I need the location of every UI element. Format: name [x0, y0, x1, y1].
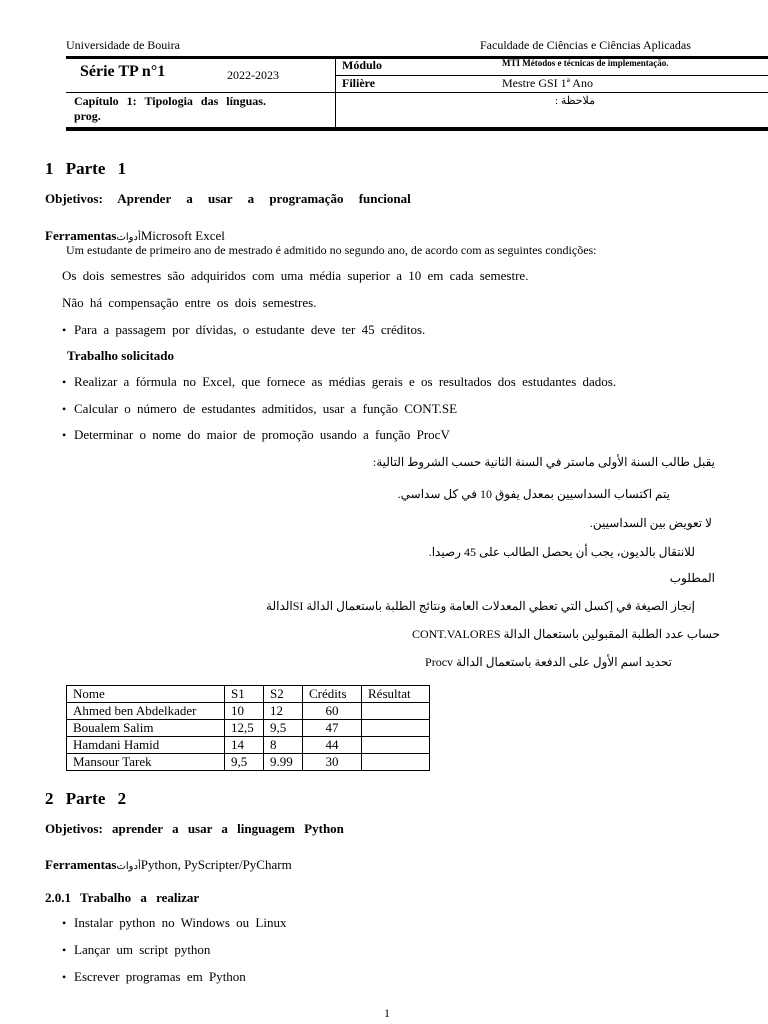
col-header-nome: Nome	[67, 686, 225, 703]
cell-name: Boualem Salim	[67, 720, 225, 737]
ar-condition-3: للانتقال بالديون، يجب أن يحصل الطالب على 45 رصيدا.	[428, 545, 695, 559]
header-bottom-rule	[66, 127, 768, 131]
modulo-value: MTI Métodos e técnicas de implementação.	[502, 58, 669, 68]
task-3-item	[62, 427, 450, 443]
table-row	[67, 754, 430, 771]
bullet-icon	[62, 915, 74, 930]
condition-3: Para a passagem por dívidas, o estudante deve ter 45 créditos.	[74, 322, 426, 337]
cell-s1: 14	[225, 737, 264, 754]
modulo-label: Módulo	[342, 58, 383, 72]
task-2: Calcular o número de estudantes admitidos, usar a função CONT.SE	[74, 401, 458, 416]
bullet-icon	[62, 322, 74, 337]
cell-resultat[interactable]	[362, 703, 430, 720]
part1-ferramentas	[45, 228, 225, 244]
part1-heading: 1 Parte 1	[45, 159, 127, 178]
serie-title: Série TP n°1	[80, 63, 166, 80]
university-name: Universidade de Bouira	[66, 38, 180, 52]
ar-intro: يقبل طالب السنة الأولى ماستر في السنة الثانية حسب الشروط التالية:	[372, 455, 715, 469]
task-1: Realizar a fórmula no Excel, que fornece as médias gerais e os resultados dos estudantes dados.	[74, 374, 617, 389]
bullet-icon	[62, 374, 74, 389]
task-3: Determinar o nome do maior de promoção usando a função ProcV	[74, 427, 450, 442]
condition-1: Os dois semestres são adquiridos com uma média superior a 10 em cada semestre.	[62, 268, 529, 283]
part2-item-1	[62, 915, 286, 931]
cell-s2: 9.99	[264, 754, 303, 771]
cell-credits: 60	[303, 703, 362, 720]
cell-s1: 10	[225, 703, 264, 720]
academic-year: 2022-2023	[227, 68, 279, 82]
cell-credits: 44	[303, 737, 362, 754]
ferramentas-value: Microsoft Excel	[140, 228, 225, 243]
part2-heading: 2 Parte 2	[45, 789, 127, 808]
part2-ferramentas	[45, 857, 292, 873]
col-header-resultat: Résultat	[362, 686, 430, 703]
cell-name: Ahmed ben Abdelkader	[67, 703, 225, 720]
ar-task-3: تحديد اسم الأول على الدفعة باستعمال الدالة Procv	[425, 655, 672, 669]
capitulo-line2: prog.	[74, 109, 101, 123]
filiere-value: Mestre GSI 1ª Ano	[502, 76, 593, 90]
students-table	[66, 685, 430, 771]
ar-task-1: إنجاز الصيغة في إكسل التي تعطي المعدلات العامة ونتائج الطلبة باستعمال الدالة SIالدالة	[266, 599, 695, 613]
table-header-row	[67, 686, 430, 703]
ferramentas-ar: أدوات	[116, 232, 141, 243]
bullet-icon	[62, 427, 74, 442]
cell-s2: 12	[264, 703, 303, 720]
bullet-icon	[62, 969, 74, 984]
cell-resultat[interactable]	[362, 720, 430, 737]
trabalho-heading: Trabalho solicitado	[67, 348, 175, 363]
cell-s1: 9,5	[225, 754, 264, 771]
ar-task-2: حساب عدد الطلبة المقبولين باستعمال الدالة CONT.VALORES	[411, 627, 720, 641]
note-label: ملاحظة :	[555, 95, 595, 107]
header-mid-rule	[66, 92, 768, 93]
table-row	[67, 703, 430, 720]
ferramentas-value: Python, PyScripter/PyCharm	[140, 857, 292, 872]
capitulo-line1: Capítulo 1: Tipologia das línguas.	[74, 94, 266, 108]
ferramentas-label: Ferramentas	[45, 228, 117, 243]
cell-s1: 12,5	[225, 720, 264, 737]
cell-name: Hamdani Hamid	[67, 737, 225, 754]
task-2-item	[62, 401, 457, 417]
part1-objetivos: Objetivos: Aprender a usar a programação funcional	[45, 191, 411, 206]
table-row	[67, 720, 430, 737]
cell-resultat[interactable]	[362, 737, 430, 754]
header-vertical-rule	[335, 58, 336, 128]
part2-subsection: 2.0.1 Trabalho a realizar	[45, 890, 200, 905]
col-header-s1: S1	[225, 686, 264, 703]
col-header-s2: S2	[264, 686, 303, 703]
part1-intro: Um estudante de primeiro ano de mestrado é admitido no segundo ano, de acordo com as seguintes condições:	[66, 243, 597, 257]
col-header-credits: Crédits	[303, 686, 362, 703]
ferramentas-label: Ferramentas	[45, 857, 117, 872]
item-3: Escrever programas em Python	[74, 969, 246, 984]
filiere-label: Filière	[342, 76, 376, 90]
ferramentas-ar: أدوات	[116, 861, 141, 872]
ar-condition-1: يتم اكتساب السداسيين بمعدل يفوق 10 في كل سداسي.	[397, 487, 670, 501]
condition-3-item	[62, 322, 425, 338]
task-1-item	[62, 374, 616, 390]
cell-name: Mansour Tarek	[67, 754, 225, 771]
part2-objetivos: Objetivos: aprender a usar a linguagem Python	[45, 821, 344, 836]
faculty-name: Faculdade de Ciências e Ciências Aplicadas	[480, 38, 691, 52]
cell-credits: 47	[303, 720, 362, 737]
part2-item-2	[62, 942, 210, 958]
cell-resultat[interactable]	[362, 754, 430, 771]
part2-item-3	[62, 969, 246, 985]
cell-s2: 8	[264, 737, 303, 754]
bullet-icon	[62, 942, 74, 957]
table-row	[67, 737, 430, 754]
item-1: Instalar python no Windows ou Linux	[74, 915, 287, 930]
condition-2: Não há compensação entre os dois semestres.	[62, 295, 317, 310]
page-number: 1	[384, 1006, 390, 1020]
cell-credits: 30	[303, 754, 362, 771]
ar-condition-2: لا تعويض بين السداسيين.	[589, 516, 712, 530]
bullet-icon	[62, 401, 74, 416]
ar-required: المطلوب	[669, 571, 715, 585]
item-2: Lançar um script python	[74, 942, 211, 957]
cell-s2: 9,5	[264, 720, 303, 737]
